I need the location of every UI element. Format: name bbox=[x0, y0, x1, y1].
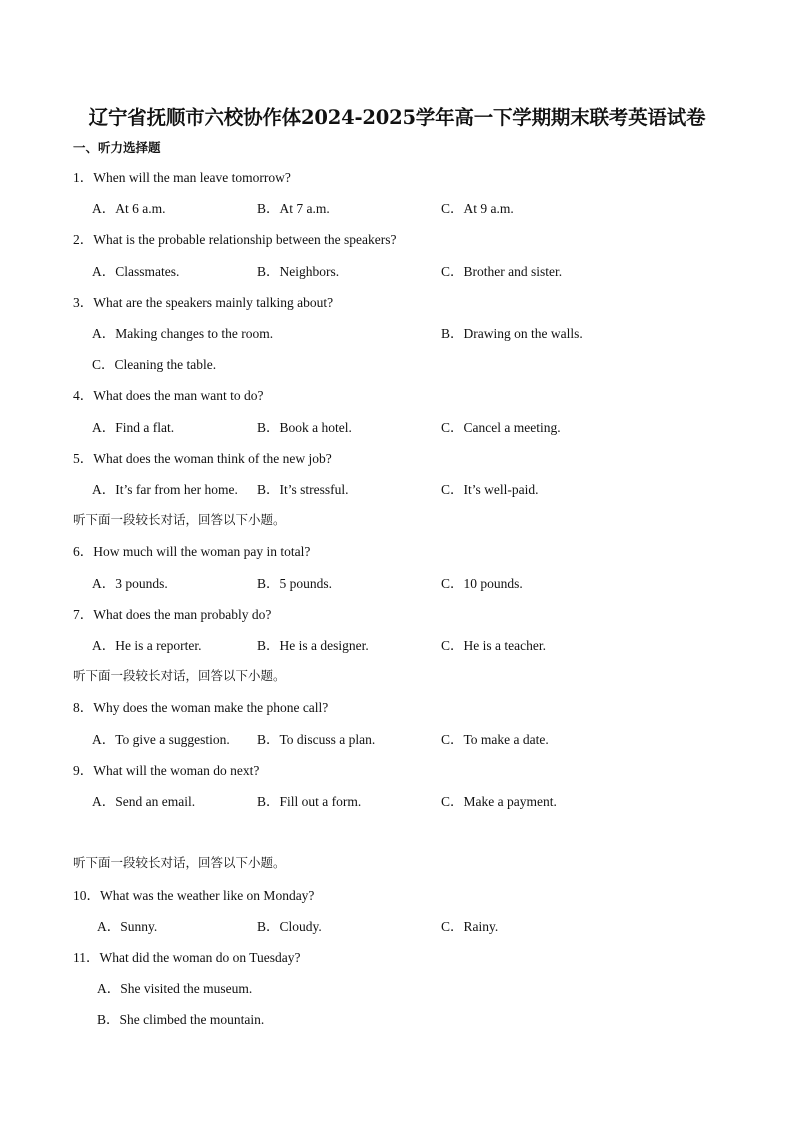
q6-option-c: C．10 pounds. bbox=[441, 576, 523, 591]
question-3: 3．What are the speakers mainly talking about? bbox=[73, 295, 334, 310]
q9-option-a: A．Send an email. bbox=[92, 794, 196, 809]
q10-option-b: B．Cloudy. bbox=[257, 919, 322, 934]
q7-option-a: A．He is a reporter. bbox=[92, 638, 202, 653]
q3-option-a: A．Making changes to the room. bbox=[92, 326, 274, 341]
q5-option-a: A．It’s far from her home. bbox=[92, 482, 238, 497]
q7-option-b: B．He is a designer. bbox=[257, 638, 369, 653]
q4-option-c: C．Cancel a meeting. bbox=[441, 420, 561, 435]
q10-option-a: A．Sunny. bbox=[97, 919, 158, 934]
q1-option-b: B．At 7 a.m. bbox=[257, 201, 330, 216]
q3-option-b: B．Drawing on the walls. bbox=[441, 326, 583, 341]
dialogue-instruction: 听下面一段较长对话，回答以下小题。 bbox=[73, 668, 286, 683]
q1-option-a: A．At 6 a.m. bbox=[92, 201, 166, 216]
q5-option-c: C．It’s well-paid. bbox=[441, 482, 539, 497]
question-9: 9．What will the woman do next? bbox=[73, 763, 260, 778]
question-7: 7．What does the man probably do? bbox=[73, 607, 272, 622]
q8-option-a: A．To give a suggestion. bbox=[92, 732, 230, 747]
question-4: 4．What does the man want to do? bbox=[73, 388, 264, 403]
q11-option-a: A．She visited the museum. bbox=[97, 981, 253, 996]
question-2: 2．What is the probable relationship between the speakers? bbox=[73, 232, 397, 247]
q8-option-c: C．To make a date. bbox=[441, 732, 549, 747]
section-heading: 一、听力选择题 bbox=[73, 140, 161, 155]
q1-option-c: C．At 9 a.m. bbox=[441, 201, 514, 216]
question-8: 8．Why does the woman make the phone call? bbox=[73, 700, 329, 715]
question-1: 1．When will the man leave tomorrow? bbox=[73, 170, 291, 185]
q6-option-a: A．3 pounds. bbox=[92, 576, 168, 591]
dialogue-instruction: 听下面一段较长对话，回答以下小题。 bbox=[73, 512, 286, 527]
q10-option-c: C．Rainy. bbox=[441, 919, 499, 934]
q4-option-a: A．Find a flat. bbox=[92, 420, 175, 435]
q7-option-c: C．He is a teacher. bbox=[441, 638, 546, 653]
q2-option-a: A．Classmates. bbox=[92, 264, 180, 279]
question-10: 10．What was the weather like on Monday? bbox=[73, 888, 315, 903]
q8-option-b: B．To discuss a plan. bbox=[257, 732, 376, 747]
q9-option-b: B．Fill out a form. bbox=[257, 794, 362, 809]
q3-option-c: C．Cleaning the table. bbox=[92, 357, 217, 372]
q4-option-b: B．Book a hotel. bbox=[257, 420, 352, 435]
question-6: 6．How much will the woman pay in total? bbox=[73, 544, 311, 559]
q5-option-b: B．It’s stressful. bbox=[257, 482, 349, 497]
question-11: 11．What did the woman do on Tuesday? bbox=[73, 950, 301, 965]
q2-option-c: C．Brother and sister. bbox=[441, 264, 563, 279]
dialogue-instruction: 听下面一段较长对话，回答以下小题。 bbox=[73, 855, 286, 870]
q11-option-b: B．She climbed the mountain. bbox=[97, 1012, 265, 1027]
page-title: 辽宁省抚顺市六校协作体2024-2025学年高一下学期期末联考英语试卷 bbox=[88, 106, 706, 129]
q2-option-b: B．Neighbors. bbox=[257, 264, 340, 279]
q9-option-c: C．Make a payment. bbox=[441, 794, 557, 809]
question-5: 5．What does the woman think of the new job? bbox=[73, 451, 332, 466]
q6-option-b: B．5 pounds. bbox=[257, 576, 333, 591]
